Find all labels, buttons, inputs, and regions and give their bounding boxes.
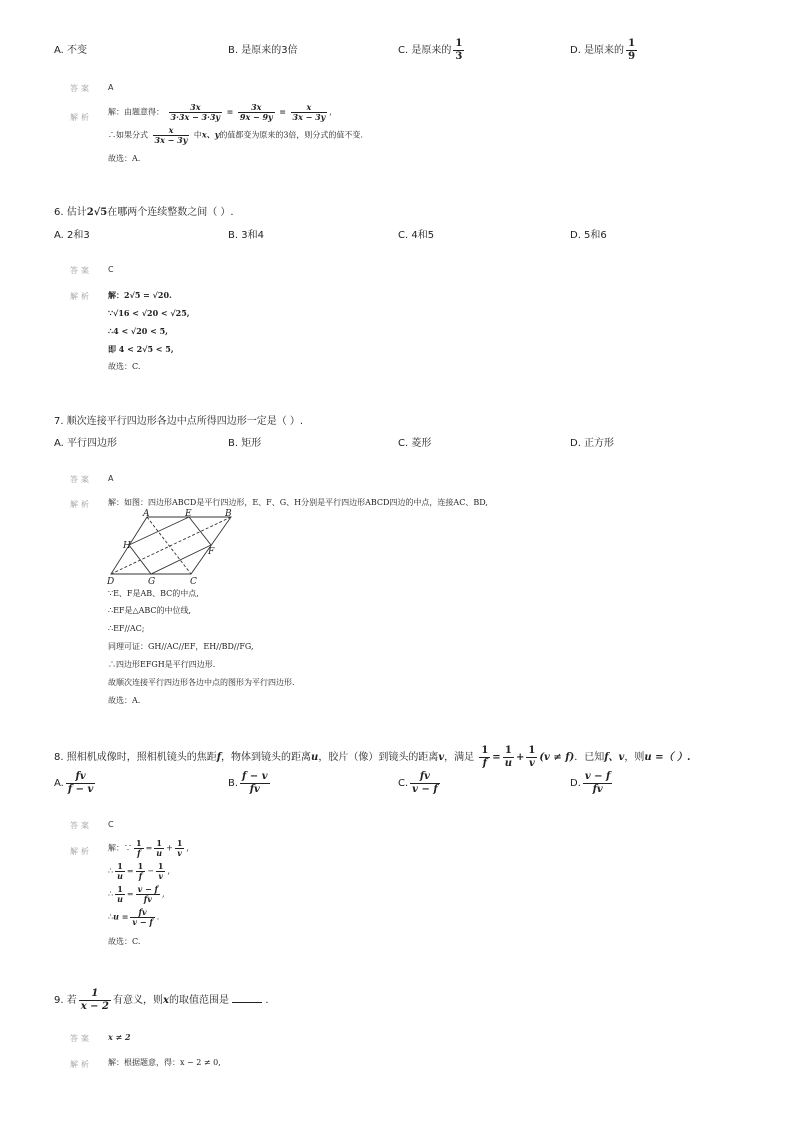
q8-stem-known: f、v (604, 752, 625, 763)
q5-sol2-mid: 中 (193, 130, 202, 140)
q6-solution-line-2: ∵√16 < √20 < √25, (108, 308, 190, 318)
q8-formula-t1-num: 1 (503, 745, 514, 758)
q5-sol1-f1-den: 3·3x − 3·3y (170, 112, 221, 123)
q5-option-d-num: 1 (628, 38, 636, 49)
q6-solution-line-5: 故选：C. (108, 362, 141, 371)
q8-sol-l2-c: 1 (137, 861, 144, 871)
q6-solution-line-4: 即 4 < 2√5 < 5, (108, 344, 174, 354)
q8-option-d-label: D. (570, 778, 581, 789)
label-f: F (208, 547, 215, 557)
q5-sol2-prefix: ∴如果分式 (108, 130, 148, 140)
q8-option-b-den: fv (249, 783, 260, 795)
q8-option-b-label: B. (228, 778, 239, 789)
q8-sol-l2-b: u (117, 871, 123, 882)
q8-formula-t2-num: 1 (528, 745, 536, 756)
q8-stem-part4: ，满足 (444, 752, 475, 763)
q8-solution-line-3: ∴ $\frac{1}{u}$ = $\frac{v - f}{fv}$ , (108, 884, 165, 905)
q8-sol-l1-c: 1 (154, 839, 164, 849)
q5-option-c-num: 1 (455, 38, 463, 49)
label-e: E (185, 509, 192, 519)
q9-stem-prefix: 9. 若 (54, 995, 77, 1006)
q8-option-c-den: v − f (412, 783, 438, 795)
q8-var-u: u (311, 752, 319, 763)
q9-stem-end: . (265, 995, 269, 1006)
q7-option-d: D. 正方形 (570, 438, 615, 449)
parallelogram-figure (100, 508, 240, 586)
q5-answer-label: 答案 (70, 84, 92, 93)
q9-solution-line-1: 解：根据题意，得：x − 2 ≠ 0, (108, 1058, 221, 1067)
q6-analysis-label: 解析 (70, 292, 92, 301)
q5-answer: A (108, 83, 114, 92)
q5-sol1-f2-num: 3x (238, 103, 275, 113)
label-a: A (143, 509, 150, 519)
q8-sol-l3-d: fv (143, 894, 152, 905)
q8-stem-part2: ，物体到镜头的距离 (221, 752, 312, 763)
q7-stem: 7. 顺次连接平行四边形各边中点所得四边形一定是（ ）. (54, 416, 304, 427)
q6-answer: C (108, 265, 114, 274)
q7-option-c: C. 菱形 (398, 438, 432, 449)
q5-option-b: B. 是原来的3倍 (228, 45, 298, 56)
q5-sol1-prefix: 解：由题意得： (108, 107, 164, 117)
q8-option-b (228, 771, 272, 795)
q8-sol-l3-b: u (117, 894, 123, 905)
q8-option-c-label: C. (398, 778, 409, 789)
q8-sol-l1-a: 1 (136, 838, 142, 848)
q8-solution-line-5: 故选：C. (108, 937, 141, 946)
label-c: C (190, 577, 197, 586)
q7-solution-line-6: 故顺次连接平行四边形各边中点的图形为平行四边形. (108, 678, 295, 687)
q8-option-c (398, 771, 442, 795)
q5-option-d-den: 9 (628, 50, 636, 62)
q8-sol-l2-g: v (158, 871, 164, 882)
q7-solution-line-5: ∴四边形EFGH是平行四边形. (108, 660, 216, 669)
q6-solution-line-1: 解：2√5 = √20. (108, 290, 172, 300)
q8-sol-l1-e: 1 (176, 838, 183, 848)
q5-option-c (398, 38, 466, 62)
q8-analysis-label: 解析 (70, 847, 92, 856)
q7-solution-line-7: 故选：A. (108, 696, 141, 705)
q8-stem-part5: ．已知 (574, 752, 605, 763)
q8-sol-l4-lhs: u = (113, 911, 129, 922)
label-h: H (123, 541, 131, 551)
q7-solution-line-4: 同理可证：GH//AC//EF，EH//BD//FG, (108, 642, 254, 651)
q8-solution-line-2: ∴ $\frac{1}{u}$ = $\frac{1}{f}$ − $\frac{1}{v}$ , (108, 861, 171, 882)
q8-option-a-num: fv (66, 771, 95, 784)
q7-answer-label: 答案 (70, 475, 92, 484)
q5-option-d-text: D. 是原来的 (570, 45, 625, 56)
q9-stem-var: x (163, 995, 169, 1006)
q8-option-a-label: A. (54, 778, 64, 789)
q8-stem-ask: u =（ ）. (644, 752, 691, 763)
q7-solution-line-3: ∴EF//AC; (108, 624, 145, 633)
q8-sol-l4-d: v − f (132, 917, 153, 928)
q5-option-a: A. 不变 (54, 45, 88, 56)
q8-option-a-den: f − v (67, 783, 94, 795)
q5-sol1-f3-num: x (291, 103, 328, 113)
q9-frac-num: 1 (79, 988, 111, 1001)
q7-option-a: A. 平行四边形 (54, 438, 118, 449)
q8-formula-t1-den: u (504, 757, 512, 769)
q5-solution-line-2 (108, 126, 363, 145)
q5-sol2-frac-num: x (153, 126, 190, 136)
q5-sol1-f2-den: 9x − 9y (239, 112, 273, 123)
q8-option-b-num: f − v (242, 771, 268, 782)
q8-stem-part6: ，则 (624, 752, 645, 763)
q5-sol2-vars: x、y (201, 129, 220, 140)
q8-answer: C (108, 820, 114, 829)
q8-sol-l1-b: f (137, 848, 141, 859)
q5-sol2-frac-den: 3x − 3y (154, 135, 188, 146)
q6-option-b: B. 3和4 (228, 230, 264, 241)
q8-var-f: f (216, 752, 222, 763)
q8-stem (54, 745, 690, 769)
q8-stem-part1: 8. 照相机成像时，照相机镜头的焦距 (54, 752, 217, 763)
q5-option-d (570, 38, 639, 62)
q6-answer-label: 答案 (70, 266, 92, 275)
q7-answer: A (108, 474, 114, 483)
q5-option-c-text: C. 是原来的 (398, 45, 452, 56)
q8-solution-line-4: ∴u = $\frac{fv}{v - f}$ . (108, 907, 160, 928)
q8-option-d-num: v − f (584, 771, 611, 782)
q5-analysis-label: 解析 (70, 113, 92, 122)
q8-sol-l1-d: u (156, 848, 163, 859)
q9-stem-mid: 有意义，则 (113, 995, 163, 1006)
q8-sol-l4-c: fv (130, 908, 154, 918)
q8-sol-l2-d: f (138, 871, 143, 882)
q8-formula-plus: + (515, 752, 525, 763)
q6-stem-suffix: 在哪两个连续整数之间（ ）. (107, 207, 234, 218)
q5-solution-line-1: 解：由题意得： $\frac{3x}{3\cdot 3x - 3\cdot 3y}$ = $\frac{3x}{9x - 9y}$ = $\frac{x}{3x - 3y}$ , (108, 102, 332, 123)
q8-formula-lhs-den: f (482, 757, 487, 769)
q6-stem-prefix: 6. 估计 (54, 207, 87, 218)
q5-sol1-f1-num: 3x (169, 103, 223, 113)
q5-solution-line-3: 故选：A. (108, 154, 141, 163)
q6-stem (54, 206, 234, 220)
q5-sol1-f3-den: 3x − 3y (292, 112, 326, 123)
q8-formula-t2-den: v (528, 757, 535, 769)
q8-answer-label: 答案 (70, 821, 92, 830)
q8-solution-line-1: 解：∵ $\frac{1}{f}$ = $\frac{1}{u}$ + $\frac{1}{v}$ , (108, 838, 189, 859)
q8-option-d (570, 771, 614, 795)
q8-sol-l1-pre: 解：∵ (108, 843, 132, 853)
q8-sol-l3-c: v − f (137, 884, 158, 894)
q8-formula-cond: (v ≠ f) (539, 752, 575, 763)
q8-option-c-num: fv (410, 771, 439, 784)
q8-option-a (54, 771, 97, 795)
q6-stem-math: 2√5 (86, 207, 108, 218)
q8-sol-l2-e: 1 (157, 861, 164, 871)
q9-stem (54, 988, 269, 1012)
q6-option-d: D. 5和6 (570, 230, 607, 241)
q7-solution-line-1: ∵E、F是AB、BC的中点, (108, 589, 199, 598)
q6-option-a: A. 2和3 (54, 230, 90, 241)
q8-sol-l2-a: 1 (115, 862, 125, 872)
label-b: B (225, 509, 232, 519)
q9-answer-blank[interactable] (232, 993, 262, 1003)
q8-formula-eq: = (492, 752, 501, 763)
label-d: D (107, 577, 115, 586)
q8-option-d-den: fv (592, 783, 603, 795)
q9-answer-label: 答案 (70, 1034, 92, 1043)
label-g: G (148, 577, 156, 586)
q7-solution-line-2: ∴EF是△ABC的中位线, (108, 606, 192, 615)
q8-sol-l1-g: v (177, 848, 182, 859)
q8-stem-part3: ，胶片（像）到镜头的距离 (318, 752, 439, 763)
q8-sol-l2-pre: ∴ (108, 866, 114, 876)
q5-sol2-suffix: 的值都变为原来的3倍，则分式的值不变. (219, 130, 363, 140)
q9-stem-suffix: 的取值范围是 (168, 995, 229, 1006)
q8-var-v: v (438, 752, 445, 763)
q6-option-c: C. 4和5 (398, 230, 435, 241)
q9-frac-den: x − 2 (80, 1000, 109, 1012)
q6-solution-line-3: ∴4 < √20 < 5, (108, 326, 168, 336)
q7-solution-first: 解：如图：四边形ABCD是平行四边形，E、F、G、H分别是平行四边形ABCD四边的中点，连接AC、BD, (108, 498, 488, 507)
q7-option-b: B. 矩形 (228, 438, 262, 449)
q8-sol-l4-pre: ∴ (108, 912, 114, 922)
q8-sol-l3-a: 1 (115, 885, 125, 895)
q8-formula-lhs-num: 1 (481, 745, 489, 756)
q7-analysis-label: 解析 (70, 500, 92, 509)
q9-analysis-label: 解析 (70, 1060, 92, 1069)
q9-answer: x ≠ 2 (108, 1032, 131, 1042)
q8-sol-l3-pre: ∴ (108, 889, 114, 899)
q5-option-c-den: 3 (455, 50, 463, 62)
